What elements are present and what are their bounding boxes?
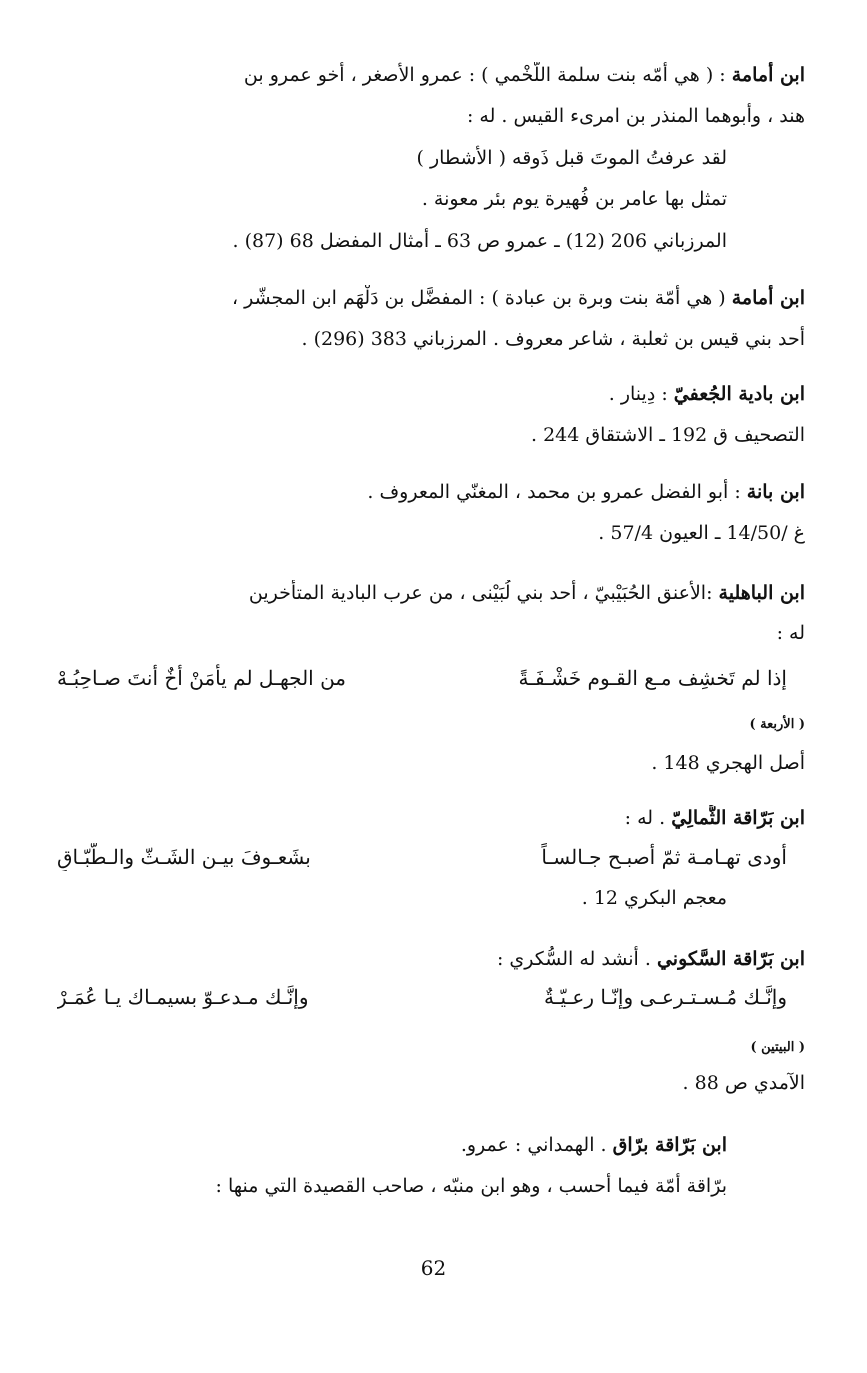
entry-5-line-1 <box>45 580 805 606</box>
entry-6-verse-first-hemistich: أودى تهـامـة ثمّ أصبـح جـالسـاً <box>541 845 787 869</box>
entry-6-line-1 <box>45 805 805 831</box>
entry-1-head: ابن أمامة <box>731 64 805 86</box>
entry-2-line-1 <box>45 285 805 311</box>
entry-5-note: ( الأربعة ) <box>749 717 805 732</box>
entry-5-line-2: له : <box>776 622 805 644</box>
entry-6-head: ابن بَرّاقة الثُّمالِيّ <box>671 807 805 829</box>
entry-6-line-2: معجم البكري 12 . <box>581 887 727 909</box>
entry-3-line-2: التصحيف ق 192 ـ الاشتقاق 244 . <box>531 424 805 446</box>
entry-3-line-1 <box>45 381 805 407</box>
entry-7-head: ابن بَرّاقة السَّكوني <box>656 948 805 970</box>
entry-5-head: ابن الباهلية <box>718 582 805 604</box>
entry-1-line-3: لقد عرفتُ الموتَ قبل ذَوقه ( الأشطار ) <box>416 147 727 169</box>
entry-7-line-2: الآمدي ص 88 . <box>682 1072 805 1094</box>
entry-6-verse-second-hemistich: بشَعـوفَ بيـن الشَـثّ والـطُّبّـاقِ <box>57 845 311 869</box>
entry-7-verse-second-hemistich: وإنَّـك مـدعـوّ بسيمـاك يـا عُمَـرْ <box>57 985 309 1009</box>
entry-5-line-3: أصل الهجري 148 . <box>651 752 805 774</box>
entry-3-head: ابن بادية الجُعفيّ <box>673 383 805 405</box>
entry-4-head: ابن بانة <box>746 481 805 503</box>
entry-3-text-1: : دِينار . <box>608 383 668 405</box>
entry-8-text-1: . الهمداني : عمرو. <box>460 1134 607 1156</box>
entry-7-line-1 <box>45 946 805 972</box>
entry-6-text-1: . له : <box>624 807 666 829</box>
entry-8-line-2: برّاقة أمّة فيما أحسب ، وهو ابن منبّه ، صاحب القصيدة التي منها : <box>215 1175 727 1197</box>
entry-4-line-2: غ /14/50 ـ العيون 57/4 . <box>598 522 805 544</box>
entry-7-text-1: . أنشد له السُّكري : <box>496 948 651 970</box>
entry-1-line-2: هند ، وأبوهما المنذر بن امرىء القيس . له : <box>466 105 805 127</box>
entry-1-text-1: : ( هي أمّه بنت سلمة اللَّخْمي ) : عمرو الأصغر ، أخو عمرو بن <box>243 64 726 86</box>
entry-2-line-2: أحد بني قيس بن ثعلبة ، شاعر معروف . المرزباني 383 (296) . <box>301 328 805 350</box>
entry-7-note: ( البيتين ) <box>750 1040 805 1055</box>
entry-8-line-1 <box>87 1132 727 1158</box>
entry-1-line-5: المرزباني 206 (12) ـ عمرو ص 63 ـ أمثال المفضل 68 (87) . <box>232 230 727 252</box>
entry-5-text-1: :الأعنق الحُبَيْبيّ ، أحد بني لُبَيْنى ، من عرب البادية المتأخرين <box>248 582 713 604</box>
entry-4-line-1 <box>45 479 805 505</box>
entry-4-text-1: : أبو الفضل عمرو بن محمد ، المغنّي المعروف . <box>367 481 741 503</box>
entry-1-line-4: تمثل بها عامر بن فُهيرة يوم بئر معونة . <box>421 188 727 210</box>
entry-7-verse-first-hemistich: وإنَّـك مُـسـتـرعـى وإنّـا رعـيّـةٌ <box>543 985 787 1009</box>
entry-5-verse-first-hemistich: إذا لم تَخشِف مـع القـوم خَشْـفَـةً <box>518 666 787 690</box>
entry-1-line-1 <box>45 62 805 88</box>
entry-2-text-1: ( هي أمّة بنت وبرة بن عبادة ) : المفضَّل بن دَلْهَم ابن المجشّر ، <box>231 287 726 309</box>
page-number: 62 <box>420 1256 447 1280</box>
entry-8-head: ابن بَرّاقة برّاق <box>612 1134 727 1156</box>
entry-5-verse-second-hemistich: من الجهـل لم يأمَنْ أخٌ أنتَ صـاحِبُـهْ <box>57 666 347 690</box>
entry-2-head: ابن أمامة <box>731 287 805 309</box>
